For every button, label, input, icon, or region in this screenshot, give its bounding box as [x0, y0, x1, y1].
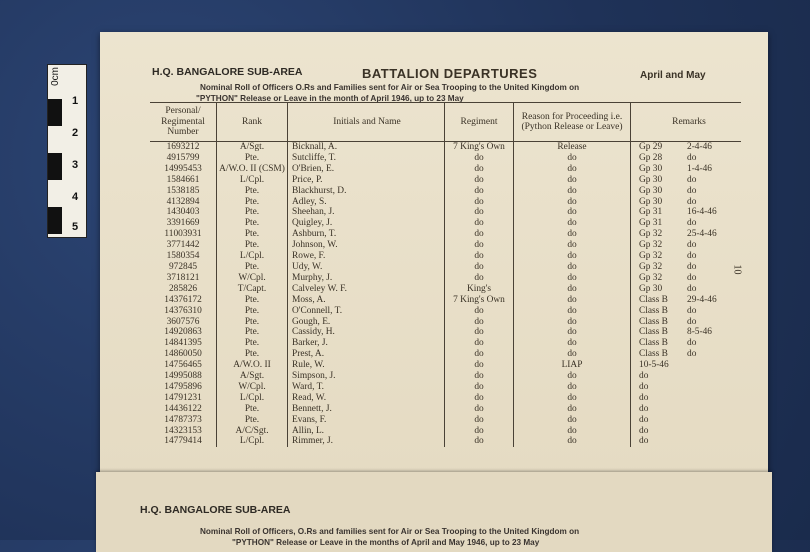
- row-number: 14376172: [164, 294, 202, 305]
- row-rank: Pte.: [217, 404, 288, 415]
- table-row: [150, 175, 741, 186]
- row-number: 1693212: [166, 142, 200, 152]
- row-remark-date: do: [687, 251, 697, 262]
- row-remarks: [631, 240, 742, 251]
- row-regiment: King's: [445, 284, 514, 295]
- row-number: 14436122: [164, 403, 202, 414]
- table-row: [150, 426, 741, 437]
- row-number: 972845: [168, 261, 198, 272]
- row-regiment: do: [445, 382, 514, 393]
- row-number: 14756465: [164, 360, 202, 371]
- row-remark-group: Gp 30: [639, 174, 663, 185]
- row-remarks: [631, 142, 742, 153]
- table-row: [150, 317, 741, 328]
- row-reason: do: [514, 306, 631, 317]
- table-row: [150, 382, 741, 393]
- row-name: Ward, T.: [288, 382, 445, 393]
- row-rank: Pte.: [217, 306, 288, 317]
- scale-mark: 1: [72, 95, 79, 107]
- row-name: Gough, E.: [288, 317, 445, 328]
- row-number: 11003931: [164, 229, 202, 240]
- row-remarks: [631, 436, 742, 447]
- row-regiment: do: [445, 207, 514, 218]
- row-rank: Pte.: [217, 262, 288, 273]
- row-number: 14779414: [164, 436, 202, 447]
- scale-segment: [48, 207, 62, 234]
- hq-heading: H.Q. BANGALORE SUB-AREA: [152, 66, 303, 78]
- row-rank: Pte.: [217, 218, 288, 229]
- row-name: Bennett, J.: [288, 404, 445, 415]
- next-page-hq-heading: H.Q. BANGALORE SUB-AREA: [140, 504, 291, 516]
- row-remark-date: do: [687, 349, 697, 360]
- table-row: [150, 273, 741, 284]
- row-reason: do: [514, 251, 631, 262]
- row-regiment: do: [445, 240, 514, 251]
- table-row: [150, 197, 741, 208]
- table-row: [150, 436, 741, 447]
- row-reason: do: [514, 229, 631, 240]
- row-remarks: [631, 393, 742, 404]
- row-name: Murphy, J.: [288, 273, 445, 284]
- row-remarks: [631, 218, 742, 229]
- table-row: [150, 360, 741, 371]
- row-reason: do: [514, 284, 631, 295]
- next-page-subtitle-line-2: "PYTHON" Release or Leave in the months of April and May 1946, up to 23 May: [232, 538, 540, 547]
- document-page: [100, 32, 768, 472]
- row-regiment: do: [445, 338, 514, 349]
- row-regiment: do: [445, 404, 514, 415]
- row-reason: do: [514, 393, 631, 404]
- row-number: 1580354: [166, 251, 200, 262]
- row-reason: do: [514, 338, 631, 349]
- row-remarks: [631, 415, 742, 426]
- row-regiment: do: [445, 327, 514, 338]
- row-reason: do: [514, 317, 631, 328]
- scale-bar: [47, 64, 87, 238]
- row-name: Sheehan, J.: [288, 207, 445, 218]
- row-reason: do: [514, 273, 631, 284]
- row-regiment: do: [445, 153, 514, 164]
- col-header-number: Personal/ Regimental Number: [150, 103, 217, 142]
- row-name: Moss, A.: [288, 295, 445, 306]
- row-number: 14860050: [164, 349, 202, 360]
- row-number: 4132894: [166, 196, 200, 207]
- row-rank: Pte.: [217, 338, 288, 349]
- row-remark-date: do: [687, 283, 697, 294]
- row-remarks: [631, 371, 742, 382]
- departures-table: [150, 102, 741, 447]
- row-remarks: [631, 284, 742, 295]
- row-remark-group: Gp 30: [639, 196, 663, 207]
- table-row: [150, 371, 741, 382]
- row-regiment: do: [445, 317, 514, 328]
- row-regiment: 7 King's Own: [445, 142, 514, 153]
- row-name: O'Connell, T.: [288, 306, 445, 317]
- row-regiment: do: [445, 197, 514, 208]
- subtitle-line-2: "PYTHON" Release or Leave in the month of April 1946, up to 23 May: [196, 94, 464, 103]
- row-rank: Pte.: [217, 229, 288, 240]
- row-number: 1538185: [166, 185, 200, 196]
- row-name: Blackhurst, D.: [288, 186, 445, 197]
- row-reason: do: [514, 186, 631, 197]
- row-name: Sutcliffe, T.: [288, 153, 445, 164]
- row-name: Simpson, J.: [288, 371, 445, 382]
- row-name: Adley, S.: [288, 197, 445, 208]
- table-row: [150, 218, 741, 229]
- row-remark-group: Gp 30: [639, 283, 663, 294]
- table-row: [150, 153, 741, 164]
- row-number: 1430403: [166, 207, 200, 218]
- scale-mark: 2: [72, 127, 79, 139]
- row-remarks: [631, 327, 742, 338]
- table-row: [150, 229, 741, 240]
- document-title: BATTALION DEPARTURES: [362, 66, 538, 81]
- row-remarks: [631, 317, 742, 328]
- row-rank: Pte.: [217, 207, 288, 218]
- row-regiment: do: [445, 360, 514, 371]
- row-number: 14323153: [164, 425, 202, 436]
- table-row: [150, 251, 741, 262]
- row-reason: LIAP: [514, 360, 631, 371]
- row-number: 3391669: [166, 218, 200, 229]
- row-reason: do: [514, 436, 631, 447]
- row-remark-group: Gp 32: [639, 261, 663, 272]
- row-rank: Pte.: [217, 317, 288, 328]
- row-regiment: do: [445, 262, 514, 273]
- row-remark-date: do: [687, 240, 697, 251]
- table-row: [150, 142, 741, 153]
- row-remark-group: Class B: [639, 327, 668, 338]
- row-remark-date: do: [687, 218, 697, 229]
- row-reason: do: [514, 382, 631, 393]
- table-body: [150, 142, 741, 448]
- row-rank: L/Cpl.: [217, 251, 288, 262]
- table-row: [150, 327, 741, 338]
- row-reason: do: [514, 349, 631, 360]
- row-regiment: do: [445, 371, 514, 382]
- row-name: O'Brien, E.: [288, 164, 445, 175]
- row-regiment: do: [445, 426, 514, 437]
- row-remark-group: Class B: [639, 294, 668, 305]
- col-header-rank: Rank: [217, 103, 288, 142]
- row-number: 14791231: [164, 392, 202, 403]
- row-name: Rowe, F.: [288, 251, 445, 262]
- row-remark-group: do: [639, 436, 649, 447]
- row-remarks: [631, 349, 742, 360]
- row-reason: do: [514, 153, 631, 164]
- row-number: 14376310: [164, 305, 202, 316]
- row-remark-date: 8-5-46: [687, 327, 712, 338]
- row-regiment: do: [445, 186, 514, 197]
- next-page: [96, 472, 772, 552]
- row-remarks: [631, 251, 742, 262]
- table-row: [150, 186, 741, 197]
- row-rank: Pte.: [217, 327, 288, 338]
- col-header-reason: Reason for Proceeding i.e. (Python Release or Leave): [514, 103, 631, 142]
- row-rank: A/W.O. II (CSM): [217, 164, 288, 175]
- row-remark-group: do: [639, 414, 649, 425]
- row-reason: do: [514, 426, 631, 437]
- row-rank: A/C/Sgt.: [217, 426, 288, 437]
- table-row: [150, 306, 741, 317]
- row-number: 3771442: [166, 240, 200, 251]
- next-page-subtitle-line-1: Nominal Roll of Officers, O.Rs and families sent for Air or Sea Trooping to the United Kingdom on: [200, 527, 580, 536]
- scale-mark: 5: [72, 221, 79, 233]
- row-regiment: do: [445, 175, 514, 186]
- col-header-remarks: Remarks: [631, 103, 742, 142]
- row-remark-group: Class B: [639, 316, 668, 327]
- row-rank: Pte.: [217, 295, 288, 306]
- table-row: [150, 338, 741, 349]
- row-reason: do: [514, 371, 631, 382]
- row-number: 14995088: [164, 371, 202, 382]
- row-regiment: do: [445, 218, 514, 229]
- table-row: [150, 415, 741, 426]
- row-regiment: do: [445, 436, 514, 447]
- row-number: 4915799: [166, 152, 200, 163]
- row-regiment: 7 King's Own: [445, 295, 514, 306]
- row-rank: L/Cpl.: [217, 393, 288, 404]
- row-regiment: do: [445, 164, 514, 175]
- col-header-regiment: Regiment: [445, 103, 514, 142]
- row-number: 3607576: [166, 316, 200, 327]
- row-reason: do: [514, 404, 631, 415]
- row-reason: do: [514, 262, 631, 273]
- row-number: 285826: [168, 283, 198, 294]
- table-row: [150, 164, 741, 175]
- row-remarks: [631, 295, 742, 306]
- row-reason: Release: [514, 142, 631, 153]
- row-remark-date: do: [687, 272, 697, 283]
- row-remarks: [631, 262, 742, 273]
- table-row: [150, 393, 741, 404]
- row-name: Evans, F.: [288, 415, 445, 426]
- col-header-name: Initials and Name: [288, 103, 445, 142]
- row-remark-group: Gp 32: [639, 240, 663, 251]
- row-rank: Pte.: [217, 415, 288, 426]
- row-remark-group: Gp 32: [639, 229, 663, 240]
- row-remark-date: do: [687, 316, 697, 327]
- row-remarks: [631, 382, 742, 393]
- row-remarks: [631, 306, 742, 317]
- row-remarks: [631, 153, 742, 164]
- table-header-row: [150, 103, 741, 142]
- row-reason: do: [514, 415, 631, 426]
- row-name: Allin, L.: [288, 426, 445, 437]
- row-number: 14841395: [164, 338, 202, 349]
- row-remark-group: Class B: [639, 338, 668, 349]
- row-number: 14920863: [164, 327, 202, 338]
- row-rank: L/Cpl.: [217, 436, 288, 447]
- row-remark-group: do: [639, 403, 649, 414]
- row-remark-date: do: [687, 338, 697, 349]
- scale-mark: 3: [72, 159, 79, 171]
- row-rank: Pte.: [217, 349, 288, 360]
- table-row: [150, 240, 741, 251]
- row-remark-date: do: [687, 196, 697, 207]
- row-remark-group: do: [639, 392, 649, 403]
- row-reason: do: [514, 327, 631, 338]
- row-name: Bicknall, A.: [288, 142, 445, 153]
- row-remark-group: Gp 29: [639, 142, 663, 152]
- row-remark-group: do: [639, 371, 649, 382]
- row-number: 14795896: [164, 381, 202, 392]
- row-name: Prest, A.: [288, 349, 445, 360]
- row-remark-date: do: [687, 174, 697, 185]
- row-regiment: do: [445, 229, 514, 240]
- row-rank: Pte.: [217, 240, 288, 251]
- row-rank: A/W.O. II: [217, 360, 288, 371]
- row-name: Ashburn, T.: [288, 229, 445, 240]
- row-reason: do: [514, 218, 631, 229]
- scale-segment: [48, 99, 62, 126]
- table-row: [150, 349, 741, 360]
- row-remark-date: do: [687, 152, 697, 163]
- row-remarks: [631, 197, 742, 208]
- row-remark-date: 25-4-46: [687, 229, 717, 240]
- row-rank: A/Sgt.: [217, 142, 288, 153]
- row-rank: Pte.: [217, 197, 288, 208]
- scale-segment: [48, 153, 62, 180]
- row-regiment: do: [445, 349, 514, 360]
- row-remarks: [631, 404, 742, 415]
- subtitle-line-1: Nominal Roll of Officers O.Rs and Families sent for Air or Sea Trooping to the United Kingdom on: [200, 83, 580, 92]
- table-row: [150, 207, 741, 218]
- row-remark-group: Gp 32: [639, 272, 663, 283]
- row-remark-group: Gp 30: [639, 185, 663, 196]
- row-name: Price, P.: [288, 175, 445, 186]
- row-reason: do: [514, 197, 631, 208]
- row-rank: W/Cpl.: [217, 382, 288, 393]
- row-remarks: [631, 273, 742, 284]
- row-remarks: [631, 360, 742, 371]
- row-remark-group: Class B: [639, 305, 668, 316]
- row-name: Calveley W. F.: [288, 284, 445, 295]
- row-reason: do: [514, 175, 631, 186]
- row-remark-date: 1-4-46: [687, 163, 712, 174]
- row-remark-date: do: [687, 305, 697, 316]
- period-label: April and May: [640, 70, 706, 81]
- row-regiment: do: [445, 273, 514, 284]
- table-row: [150, 404, 741, 415]
- row-remark-date: 2-4-46: [687, 142, 712, 152]
- row-reason: do: [514, 240, 631, 251]
- row-name: Cassidy, H.: [288, 327, 445, 338]
- row-rank: A/Sgt.: [217, 371, 288, 382]
- row-remark-group: Class B: [639, 349, 668, 360]
- row-rank: W/Cpl.: [217, 273, 288, 284]
- row-remark-group: Gp 32: [639, 251, 663, 262]
- row-reason: do: [514, 164, 631, 175]
- row-reason: do: [514, 207, 631, 218]
- row-remark-group: Gp 28: [639, 152, 663, 163]
- row-regiment: do: [445, 415, 514, 426]
- row-reason: do: [514, 295, 631, 306]
- row-remarks: [631, 207, 742, 218]
- row-rank: L/Cpl.: [217, 175, 288, 186]
- scale-mark: 4: [72, 191, 79, 203]
- row-remark-date: 29-4-46: [687, 294, 717, 305]
- row-remarks: [631, 338, 742, 349]
- row-name: Johnson, W.: [288, 240, 445, 251]
- row-name: Quigley, J.: [288, 218, 445, 229]
- row-remark-group: Gp 30: [639, 163, 663, 174]
- row-remark-group: Gp 31: [639, 207, 663, 218]
- row-remark-group: do: [639, 381, 649, 392]
- row-remark-date: do: [687, 185, 697, 196]
- row-remark-group: do: [639, 425, 649, 436]
- table-row: [150, 262, 741, 273]
- scale-unit-label: 0cm: [50, 67, 61, 86]
- row-number: 3718121: [166, 272, 200, 283]
- row-name: Udy, W.: [288, 262, 445, 273]
- row-remarks: [631, 186, 742, 197]
- table-row: [150, 284, 741, 295]
- row-remarks: [631, 164, 742, 175]
- row-number: 1584661: [166, 174, 200, 185]
- row-remark-date: do: [687, 261, 697, 272]
- row-remark-group: 10-5-46: [639, 360, 669, 371]
- row-rank: T/Capt.: [217, 284, 288, 295]
- row-remark-date: 16-4-46: [687, 207, 717, 218]
- row-remark-group: Gp 31: [639, 218, 663, 229]
- row-name: Barker, J.: [288, 338, 445, 349]
- row-number: 14787373: [164, 414, 202, 425]
- row-regiment: do: [445, 393, 514, 404]
- table-row: [150, 295, 741, 306]
- row-remarks: [631, 426, 742, 437]
- row-name: Rule, W.: [288, 360, 445, 371]
- page-number: 10: [731, 264, 743, 275]
- row-name: Read, W.: [288, 393, 445, 404]
- row-remarks: [631, 229, 742, 240]
- row-name: Rimmer, J.: [288, 436, 445, 447]
- row-regiment: do: [445, 306, 514, 317]
- row-number: 14995453: [164, 163, 202, 174]
- row-regiment: do: [445, 251, 514, 262]
- row-rank: Pte.: [217, 153, 288, 164]
- row-remarks: [631, 175, 742, 186]
- row-rank: Pte.: [217, 186, 288, 197]
